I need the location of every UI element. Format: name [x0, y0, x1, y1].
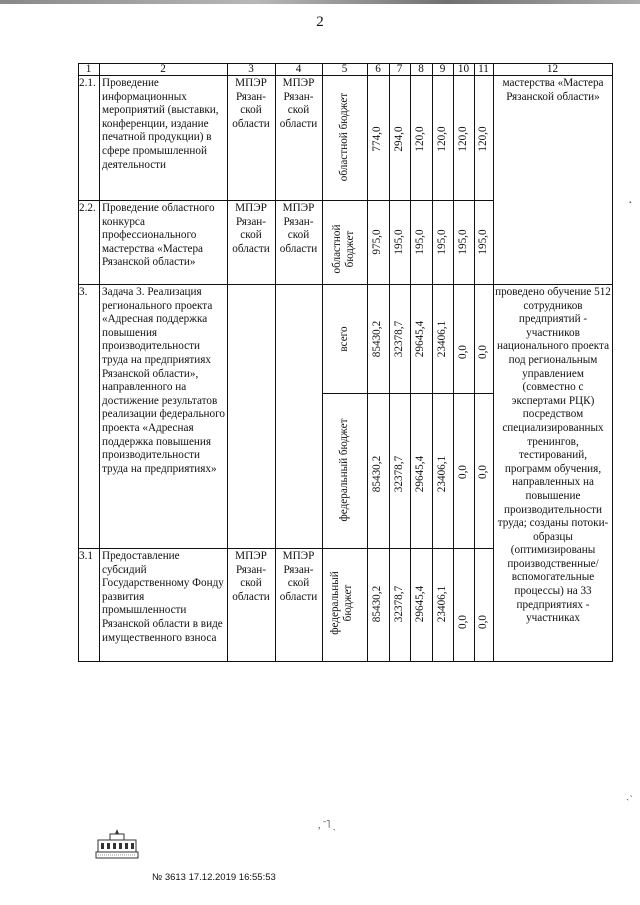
header-col-6: 6 — [375, 63, 381, 75]
value-2021: 23406,1 — [436, 455, 448, 493]
value-total: 85430,2 — [371, 320, 383, 358]
value-2020: 195,0 — [414, 229, 426, 255]
header-col-7: 7 — [396, 63, 403, 75]
row-executor: МПЭР Рязан-ской области — [232, 202, 270, 255]
row-number: 2.1. — [79, 77, 96, 89]
header-col-12: 12 — [546, 63, 559, 75]
value-2023: 195,0 — [477, 229, 489, 255]
value-2023: 0,0 — [477, 465, 489, 479]
scan-top-edge — [0, 0, 640, 4]
header-col-4: 4 — [295, 63, 302, 75]
row-executor: МПЭР Рязан-ской области — [232, 550, 270, 603]
row-funding-source-total: всего — [338, 326, 350, 352]
value-2019: 32378,7 — [393, 585, 405, 623]
header-col-10: 10 — [457, 63, 470, 75]
value-total: 85430,2 — [371, 585, 383, 623]
header-col-5: 5 — [341, 63, 348, 75]
row-coexecutor: МПЭР Рязан-ской области — [279, 550, 318, 603]
value-2021: 195,0 — [436, 229, 448, 255]
header-col-2: 2 — [160, 63, 166, 75]
header-col-8: 8 — [418, 63, 424, 75]
row-name: Задача 3. Реализация регионального проекта «Адресная поддержка повышения производительности труда на предприятиях Рязанской области», направленного на достижение результатов реализации федерального проекта «Адресная поддержка повышения производительности труда на предприятиях» — [102, 286, 226, 475]
row-coexecutor: МПЭР Рязан-ской области — [279, 77, 318, 130]
value-2021: 120,0 — [436, 126, 448, 152]
registry-stamp-logo — [92, 826, 142, 866]
header-col-9: 9 — [439, 63, 446, 75]
row-result: проведено обучение 512 сотрудников предприятий - участников национального проекта под региональным управлением (совместно с экспертами РЦК) посредством специализированных тренингов, тестирований, программ обучения, направленных на повышение производительности труда; созданы потоки-образцы (оптимизированы производственные/ вспомогательные процессы) на 33 предприятиях - участниках — [495, 286, 611, 625]
value-2023: 0,0 — [477, 615, 489, 629]
row-funding-source: областной бюджет — [331, 224, 356, 274]
value-2022: 120,0 — [457, 126, 469, 152]
value-2022: 0,0 — [457, 465, 469, 479]
row-funding-source: федеральный бюджет — [329, 571, 354, 635]
value-2020: 29645,4 — [414, 585, 426, 623]
row-name: Предоставление субсидий Государственному Фонду развития промышленности Рязанской области в виде имущественного взноса — [102, 550, 224, 644]
value-2019: 32378,7 — [393, 320, 405, 358]
value-2020: 29645,4 — [414, 320, 426, 358]
value-2019: 294,0 — [393, 126, 405, 152]
scan-speck: · — [628, 196, 633, 211]
row-funding-source-federal: федеральный бюджет — [338, 418, 350, 522]
row-result: мастерства «Мастера Рязанской области» — [502, 77, 604, 103]
value-total: 774,0 — [371, 126, 383, 152]
value-2019: 195,0 — [393, 229, 405, 255]
value-2023: 120,0 — [477, 126, 489, 152]
value-2021: 23406,1 — [436, 320, 448, 358]
value-2020: 120,0 — [414, 126, 426, 152]
header-col-3: 3 — [248, 63, 254, 75]
value-2022: 0,0 — [457, 345, 469, 359]
header-col-1: 1 — [85, 63, 92, 75]
value-2023: 0,0 — [477, 345, 489, 359]
value-2020: 29645,4 — [414, 455, 426, 493]
row-number: 2.2. — [79, 202, 96, 214]
value-2019: 32378,7 — [393, 455, 405, 493]
header-col-11: 11 — [478, 63, 489, 75]
page-number: 2 — [316, 14, 324, 30]
row-coexecutor: МПЭР Рязан-ской области — [279, 202, 318, 255]
scan-speck: , ˉ˥ ˎ — [318, 820, 336, 831]
document-registration-number: № 3613 17.12.2019 16:55:53 — [152, 872, 276, 883]
row-name: Проведение областного конкурса профессионального мастерства «Мастера Рязанской области» — [102, 202, 215, 269]
value-2021: 23406,1 — [436, 585, 448, 623]
row-number: 3. — [79, 286, 88, 298]
row-funding-source: областной бюджет — [338, 92, 350, 182]
value-total: 975,0 — [371, 229, 383, 255]
row-executor: МПЭР Рязан-ской области — [232, 77, 270, 130]
value-total: 85430,2 — [371, 455, 383, 493]
scan-speck: ˎ˴ — [626, 790, 633, 801]
row-name: Проведение информационных мероприятий (выставки, конференции, издание печатной продукции) в сфере промышленной деятельности — [102, 77, 219, 171]
value-2022: 195,0 — [457, 229, 469, 255]
row-number: 3.1 — [79, 550, 93, 562]
value-2022: 0,0 — [457, 615, 469, 629]
